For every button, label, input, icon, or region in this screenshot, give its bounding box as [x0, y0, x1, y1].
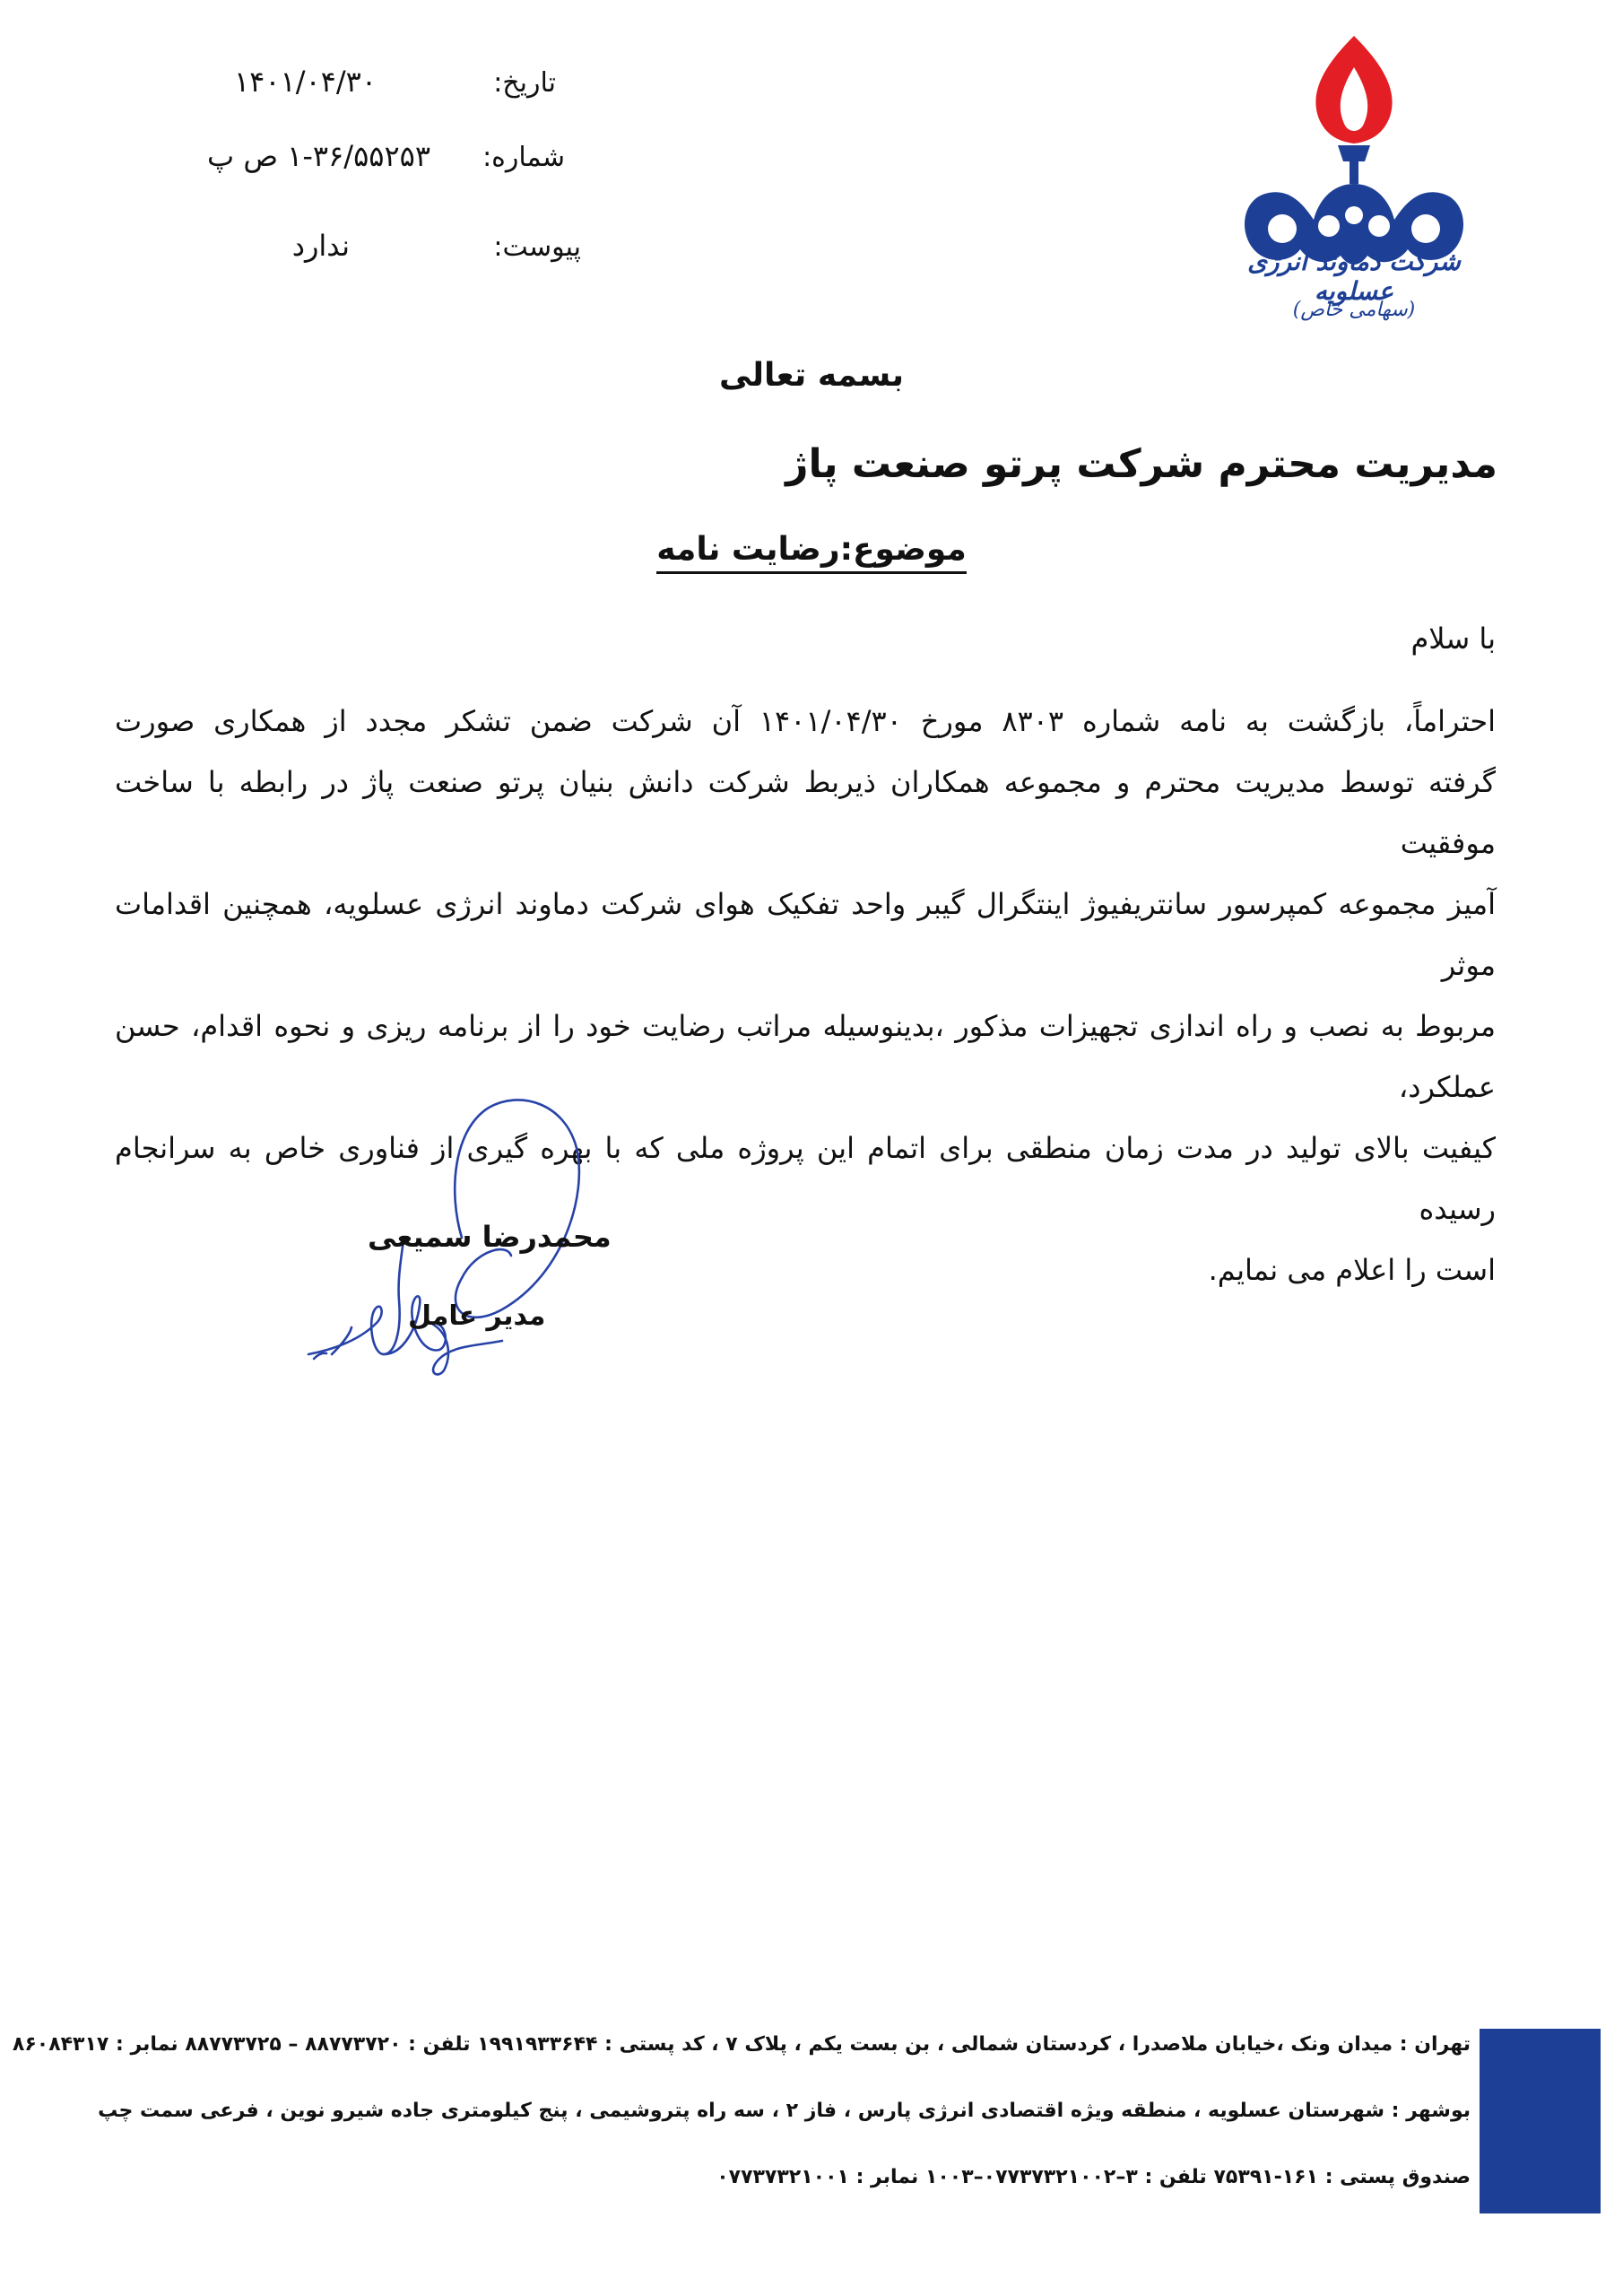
footer-pobox-contact: صندوق پستی : ۱۶۱-۷۵۳۹۱ تلفن : ۳–۰۷۷۳۷۳۲۱۰۰۲–۱۰۰۳ نمابر : ۰۷۷۳۷۳۲۱۰۰۱ [716, 2166, 1471, 2188]
attachment-value: ندارد [291, 229, 350, 263]
greeting: با سلام [1410, 622, 1496, 656]
company-name: شرکت دماوند انرژی عسلویه [1247, 247, 1461, 306]
subject-line [0, 531, 1623, 568]
signatory-title: مدیر عامل [408, 1300, 546, 1332]
body-line: احتراماً، بازگشت به نامه شماره ۸۳۰۳ مورخ ۱۴۰۱/۰۴/۳۰ آن شرکت ضمن تشکر مجدد از همکاری صورت [115, 704, 1497, 738]
basmala: بسمه تعالی [719, 357, 904, 394]
letterhead-footer [12, 2027, 1471, 2226]
company-type: (سهامی خاص) [1292, 299, 1416, 321]
body-line: کیفیت بالای تولید در مدت زمان منطقی برای اتمام این پروژه ملی که با بهره گیری از فناوری خاص به سرانجام رسیده [115, 1131, 1496, 1226]
number-label: شماره: [482, 142, 565, 173]
footer-bushehr-address: بوشهر : شهرستان عسلویه ، منطقه ویژه اقتصادی انرژی پارس ، فاز ۲ ، سه راه پتروشیمی ، پنج کیلومتری جاده شیرو نوین ، فرعی سمت چپ [98, 2100, 1471, 2122]
date-label: تاریخ: [493, 67, 556, 99]
date-value: ۱۴۰۱/۰۴/۳۰ [233, 65, 377, 99]
number-value: ۱-۳۶/۵۵۲۵۳ ص پ [207, 139, 430, 173]
subject-text: موضوع:رضایت نامه [656, 531, 967, 574]
company-logo [1219, 27, 1488, 341]
attachment-label: پیوست: [493, 231, 581, 263]
footer-brand-block [1480, 2029, 1601, 2213]
recipient-heading: مدیریت محترم شرکت پرتو صنعت پاژ [785, 441, 1497, 487]
signatory-name: محمدرضا سمیعی [368, 1220, 612, 1254]
body-line: گرفته توسط مدیریت محترم و مجموعه همکاران ذیربط شرکت دانش بنیان پرتو صنعت پاژ در رابطه با ساخت موفقیت [115, 765, 1496, 860]
footer-tehran-address: تهران : میدان ونک ،خیابان ملاصدرا ، کردستان شمالی ، بن بست یکم ، پلاک ۷ ، کد پستی : ۱۹۹۱۹۳۳۶۴۴ تلفن : ۸۸۷۷۳۷۲۰ – ۸۸۷۷۳۷۲۵ نمابر : ۸۶۰۸۴۳۱۷ [12, 2033, 1471, 2056]
flame-icon [1315, 36, 1392, 144]
body-line: مربوط به نصب و راه اندازی تجهیزات مذکور ،بدینوسیله مراتب رضایت خود را از برنامه ریزی و نحوه اقدام، حسن عملکرد، [115, 1009, 1496, 1104]
body-line: است را اعلام می نمایم. [1208, 1253, 1496, 1287]
body-line: آمیز مجموعه کمپرسور سانتریفیوژ اینتگرال گیبر واحد تفکیک هوای شرکت دماوند انرژی عسلویه، همچنین اقدامات موثر [115, 887, 1496, 982]
